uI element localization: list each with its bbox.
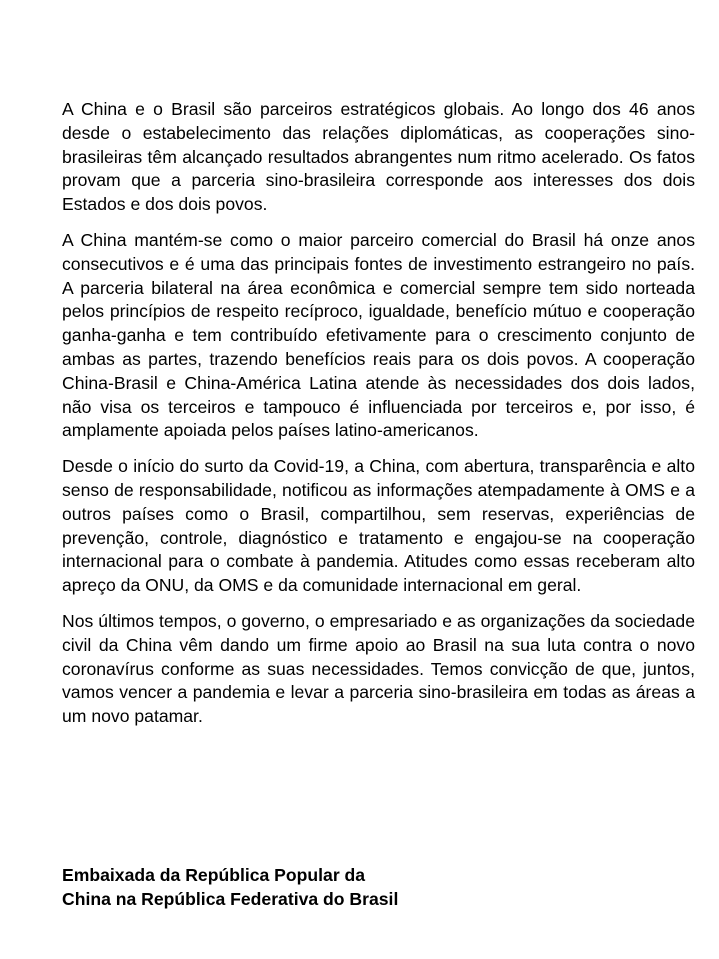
signature-block (62, 864, 462, 912)
paragraph-4: Nos últimos tempos, o governo, o empresariado e as organizações da sociedade civil da China vêm dando um firme apoio ao Brasil na sua luta contra o novo coronavírus conforme as suas necessidades. Temos convicção de que, juntos, vamos vencer a pandemia e levar a parceria sino-brasileira em todas as áreas a um novo patamar. (62, 610, 695, 727)
paragraph-3: Desde o início do surto da Covid-19, a China, com abertura, transparência e alto senso de responsabilidade, notificou as informações atempadamente à OMS e a outros países como o Brasil, compartilhou, sem reservas, experiências de prevenção, controle, diagnóstico e tratamento e engajou-se na cooperação internacional para o combate à pandemia. Atitudes como essas receberam alto apreço da ONU, da OMS e da comunidade internacional em geral. (62, 456, 695, 596)
signature-line-2: China na República Federativa do Brasil (62, 888, 399, 909)
document-body (62, 98, 695, 741)
signature-line-1: Embaixada da República Popular da (62, 865, 366, 885)
paragraph-2: A China mantém-se como o maior parceiro comercial do Brasil há onze anos consecutivos e é uma das principais fontes de investimento estrangeiro no país. A parceria bilateral na área econômica e comercial sempre tem sido norteada pelos princípios de respeito recíproco, igualdade, benefício mútuo e cooperação ganha-ganha e tem contribuído efetivamente para o crescimento conjunto de ambas as partes, trazendo benefícios reais para os dois povos. A cooperação China-Brasil e China-América Latina atende às necessidades dos dois lados, não visa os terceiros e tampouco é influenciada por terceiros e, por isso, é amplamente apoiada pelos países latino-americanos. (62, 229, 695, 441)
paragraph-1: A China e o Brasil são parceiros estratégicos globais. Ao longo dos 46 anos desde o estabelecimento das relações diplomáticas, as cooperações sino-brasileiras têm alcançado resultados abrangentes num ritmo acelerado. Os fatos provam que a parceria sino-brasileira corresponde aos interesses dos dois Estados e dos dois povos. (62, 99, 695, 215)
